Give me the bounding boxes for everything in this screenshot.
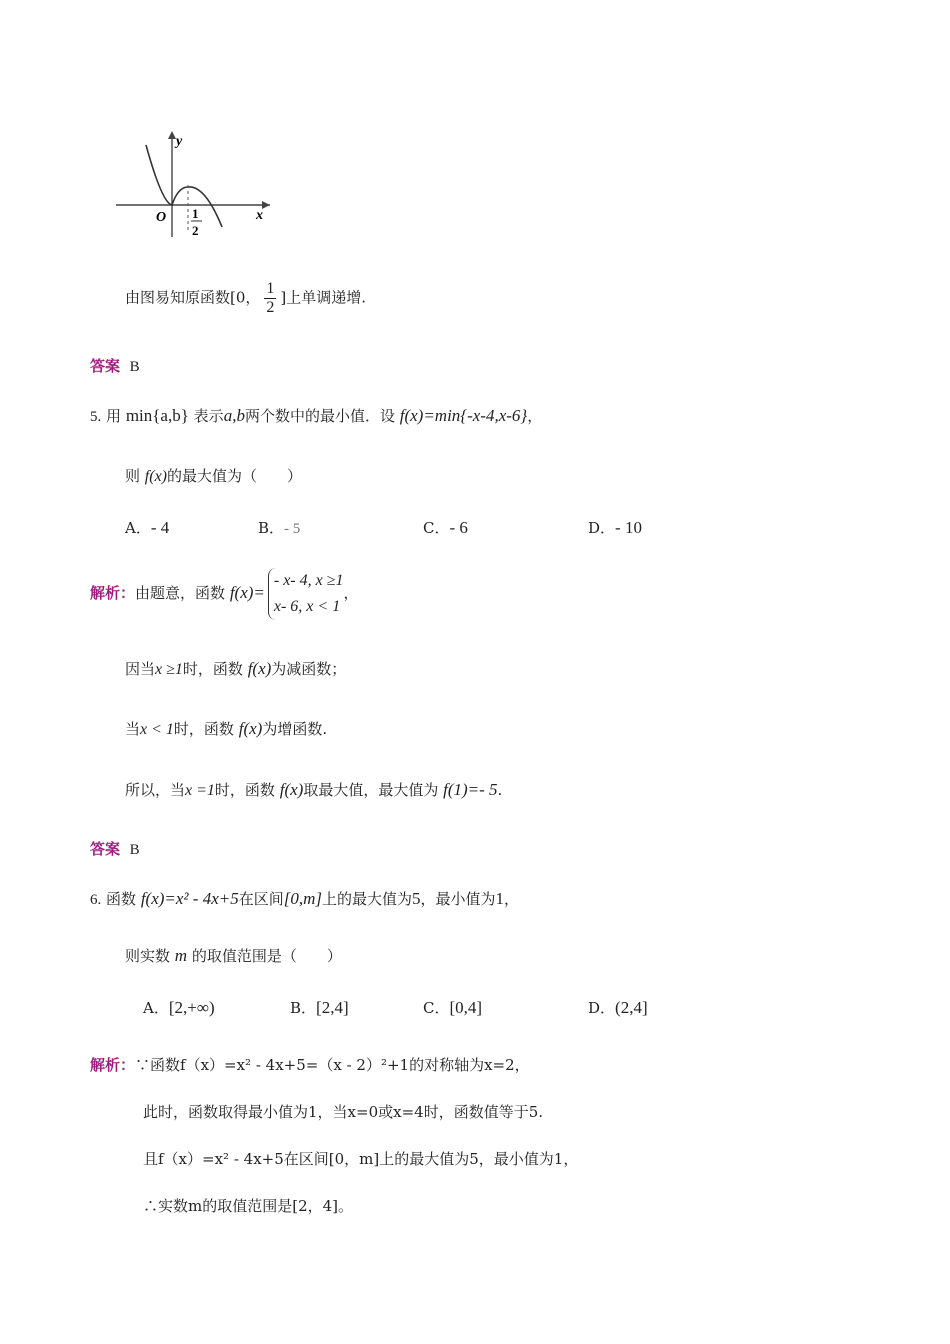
x-label: x [256, 208, 263, 223]
q5-option-c[interactable]: C．- 6 [423, 518, 468, 537]
q5-analysis-4: 所以，当x =1时，函数 f(x)取最大值，最大值为 f(1)=- 5. [125, 780, 503, 799]
q5-analysis-3: 当x < 1时，函数 f(x)为增函数. [125, 719, 328, 738]
tick-numerator: 1 [192, 206, 199, 221]
q5-answer: 答案 B [90, 840, 140, 858]
q6-option-c[interactable]: C．[0,4] [423, 998, 483, 1017]
q6-stem: 6. 函数 f(x)=x² - 4x+5在区间[0,m]上的最大值为5，最小值为1， [90, 889, 520, 908]
q5-option-d[interactable]: D．- 10 [588, 518, 642, 537]
q6-question: 则实数 m 的取值范围是（ ） [125, 946, 342, 965]
q5-stem: 5. 用 min{a,b} 表示a,b两个数中的最小值．设 f(x)=min{-x-4,x-6}， [90, 406, 543, 425]
fraction: $\frac{1}{2}$ [266, 280, 275, 316]
q6-analysis-1: 解析：∵函数f（x）=x² - 4x+5=（x - 2）²+1的对称轴为x=2， [90, 1056, 530, 1074]
x-axis-arrow [262, 201, 270, 209]
q4-conclusion: 由图易知原函数[0， $\frac{1}{2}$ ]上单调递增. [125, 280, 367, 316]
function-graph [110, 125, 280, 245]
q6-analysis-3: 且f（x）=x² - 4x+5在区间[0，m]上的最大值为5，最小值为1， [143, 1150, 579, 1168]
origin-label: O [156, 210, 167, 225]
q6-option-d[interactable]: D．(2,4] [588, 998, 648, 1017]
q6-option-b[interactable]: B．[2,4] [290, 998, 349, 1017]
q5-option-a[interactable]: A．- 4 [125, 518, 170, 537]
y-axis-arrow [168, 131, 176, 139]
q6-analysis-2: 此时，函数取得最小值为1，当x=0或x=4时，函数值等于5. [143, 1103, 543, 1121]
q5-option-b[interactable]: B．- 5 [258, 519, 301, 537]
q6-option-a[interactable]: A．[2,+∞) [143, 998, 215, 1017]
q5-question: 则 f(x)的最大值为（ ） [125, 467, 303, 485]
piecewise-brace: - x- 4, x ≥1 x- 6, x < 1 [268, 568, 344, 620]
q5-analysis-2: 因当x ≥1时，函数 f(x)为减函数； [125, 659, 347, 678]
q5-analysis-1: 解析：由题意，函数 f(x)= - x- 4, x ≥1 x- 6, x < 1 ， [90, 568, 359, 620]
tick-denominator: 2 [192, 223, 199, 238]
q6-analysis-4: ∴实数m的取值范围是[2，4]。 [143, 1197, 354, 1215]
q4-answer: 答案 B [90, 357, 140, 375]
y-label: y [176, 134, 183, 149]
